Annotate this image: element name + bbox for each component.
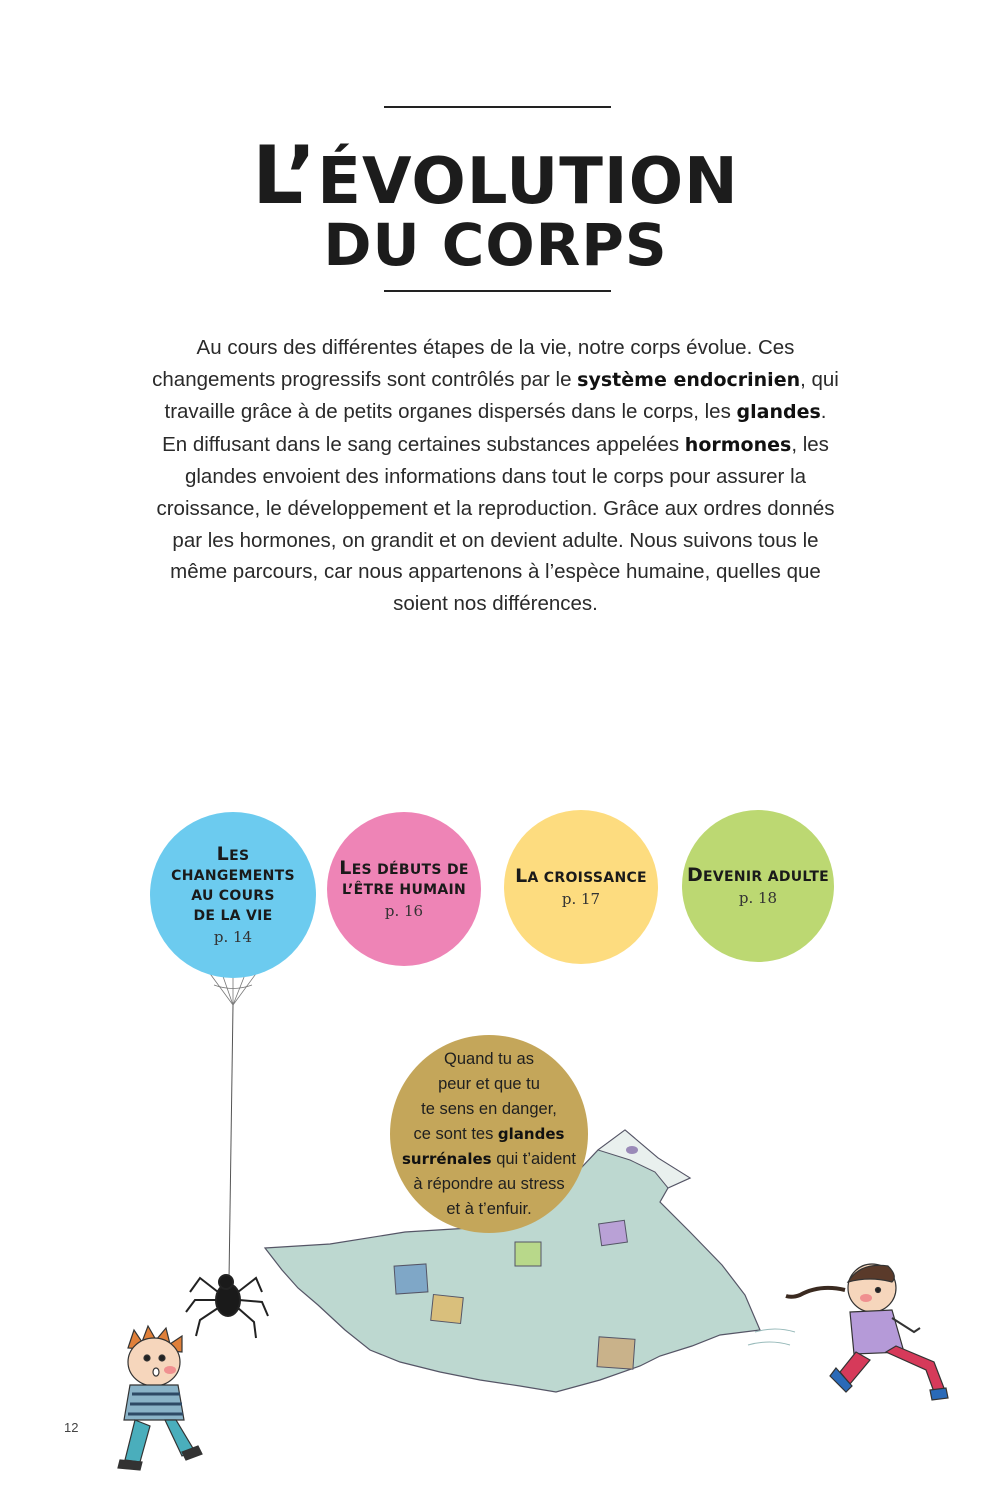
topic-circle-changes[interactable]: [150, 812, 316, 978]
term-glands: glandes: [497, 1124, 565, 1143]
page-title-line-2: DU CORPS: [323, 211, 668, 279]
spider-web-icon: [200, 960, 266, 1280]
topic-title-line: CHANGEMENTS: [171, 868, 295, 884]
stress-info-circle: Quand tu as peur et que tu te sens en danger, ce sont tes glandes surrénales qui t’aident à répondre au stress et à t’enfuir.: [390, 1035, 588, 1233]
topic-page-ref: p. 17: [561, 890, 601, 908]
intro-paragraph: Au cours des différentes étapes de la vie, notre corps évolue. Ces changements progressifs sont contrôlés par le système endocrinien, qui travaille grâce à de petits organes dispersés dans le corps, les glandes. En diffusant dans le sang certaines substances appelées hormones, les glandes envoient des informations dans tout le corps pour assurer la croissance, le développement et la reproduction. Grâce aux ordres donnés par les hormones, on grandit et on devient adulte. Nous suivons tous le même parcours, car nous appartenons à l’espèce humaine, quelles que soient nos différences.: [152, 336, 839, 615]
topic-title-line: DE LA VIE: [193, 908, 273, 924]
title-initial: L’: [252, 129, 318, 222]
title-word: ÉVOLUTION: [317, 145, 739, 219]
topic-title: LES: [216, 843, 250, 865]
term-hormones: hormones: [684, 433, 792, 456]
term-adrenal: surrénales: [401, 1149, 492, 1168]
page-number: 12: [64, 1420, 79, 1435]
term-endocrine-system: système endocrinien: [577, 368, 801, 391]
topic-title: LES DÉBUTS DE: [339, 857, 469, 879]
topic-page-ref: p. 14: [213, 928, 253, 946]
topic-title: DEVENIR ADULTE: [686, 864, 830, 886]
topic-circle-debuts[interactable]: [327, 812, 481, 966]
term-glands: glandes: [736, 401, 821, 424]
topic-page-ref: p. 18: [738, 889, 778, 907]
topic-circle-adulte[interactable]: [682, 810, 834, 962]
topic-title-line: AU COURS: [191, 888, 275, 904]
topic-title-line: L’ÊTRE HUMAIN: [341, 882, 467, 898]
spider-icon: [186, 1275, 268, 1338]
topic-title: LA CROISSANCE: [515, 865, 647, 887]
running-girl-icon: [786, 1264, 948, 1400]
topic-page-ref: p. 16: [384, 902, 424, 920]
topic-circle-croissance[interactable]: [504, 810, 658, 964]
scared-boy-icon: [118, 1326, 202, 1470]
